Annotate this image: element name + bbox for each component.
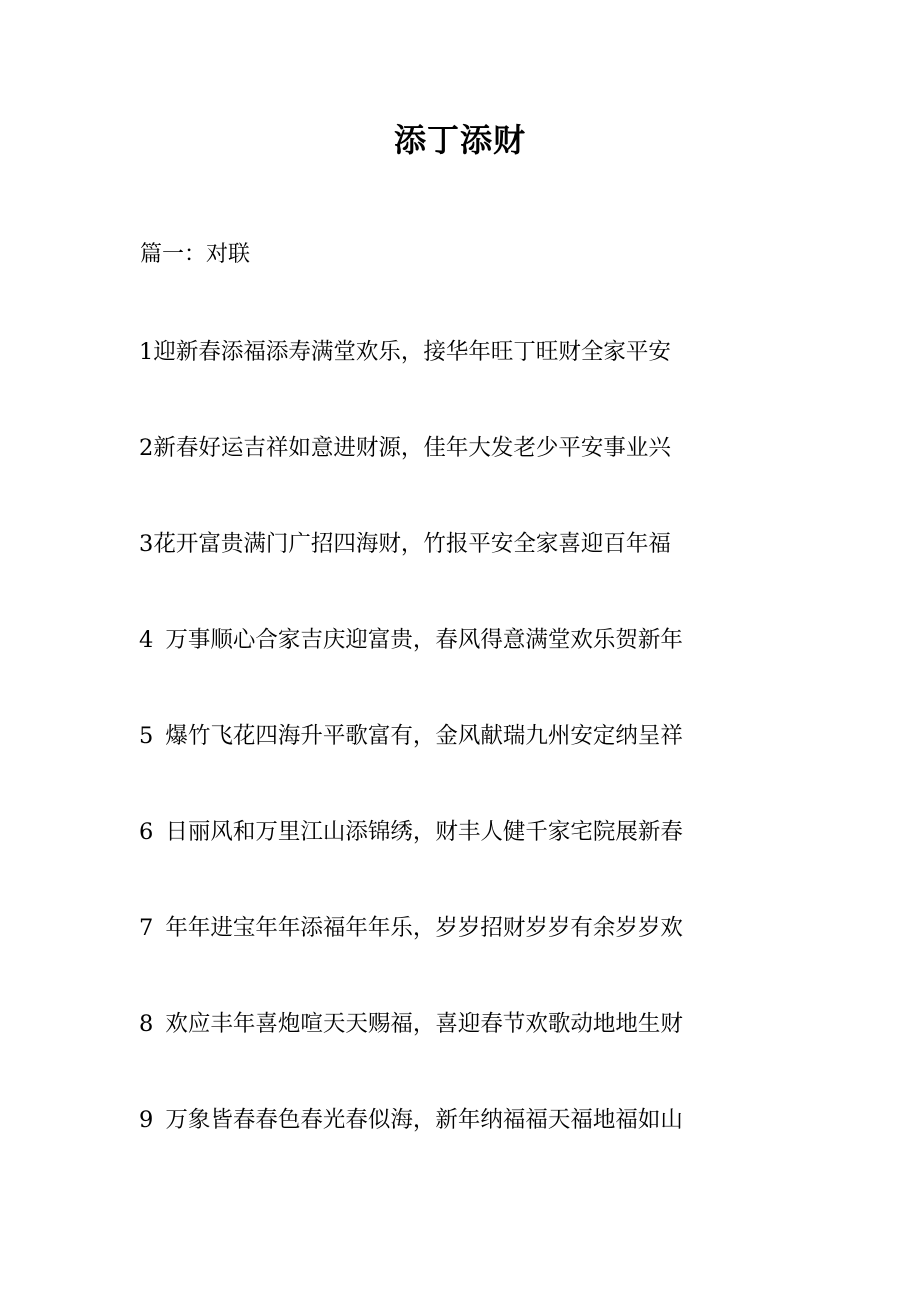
- couplet-number: 4: [139, 627, 154, 653]
- couplet-text: 迎新春添福添寿满堂欢乐，接华年旺丁旺财全家平安: [153, 339, 671, 365]
- couplet-text: 花开富贵满门广招四海财，竹报平安全家喜迎百年福: [153, 531, 671, 557]
- couplet-number: 7: [139, 915, 154, 941]
- couplet-number: 1: [139, 339, 154, 365]
- couplet-text: 欢应丰年喜炮喧天天赐福，喜迎春节欢歌动地地生财: [165, 1011, 683, 1037]
- couplet-item: [139, 430, 739, 466]
- couplet-item: [139, 910, 739, 946]
- couplet-text: 年年进宝年年添福年年乐，岁岁招财岁岁有余岁岁欢: [165, 915, 683, 941]
- couplet-number: 8: [139, 1011, 154, 1037]
- couplet-item: [139, 526, 739, 562]
- couplet-item: [139, 814, 739, 850]
- couplet-item: [139, 718, 739, 754]
- couplet-number: 3: [139, 531, 154, 557]
- couplet-text: 万象皆春春色春光春似海，新年纳福福天福地福如山: [165, 1107, 683, 1133]
- couplet-item: [139, 1006, 739, 1042]
- couplet-number: 5: [139, 723, 154, 749]
- couplet-text: 日丽风和万里江山添锦绣，财丰人健千家宅院展新春: [165, 819, 683, 845]
- couplet-text: 新春好运吉祥如意进财源，佳年大发老少平安事业兴: [153, 435, 671, 461]
- couplet-item: [139, 1102, 739, 1138]
- couplet-item: [139, 334, 739, 370]
- couplet-number: 2: [139, 435, 154, 461]
- couplet-number: 9: [139, 1107, 154, 1133]
- couplet-number: 6: [139, 819, 154, 845]
- section-heading: 篇一：对联: [140, 242, 251, 267]
- document-title: 添丁添财: [393, 121, 526, 159]
- couplet-text: 爆竹飞花四海升平歌富有，金风献瑞九州安定纳呈祥: [165, 723, 683, 749]
- couplet-text: 万事顺心合家吉庆迎富贵，春风得意满堂欢乐贺新年: [165, 627, 683, 653]
- couplet-item: [139, 622, 739, 658]
